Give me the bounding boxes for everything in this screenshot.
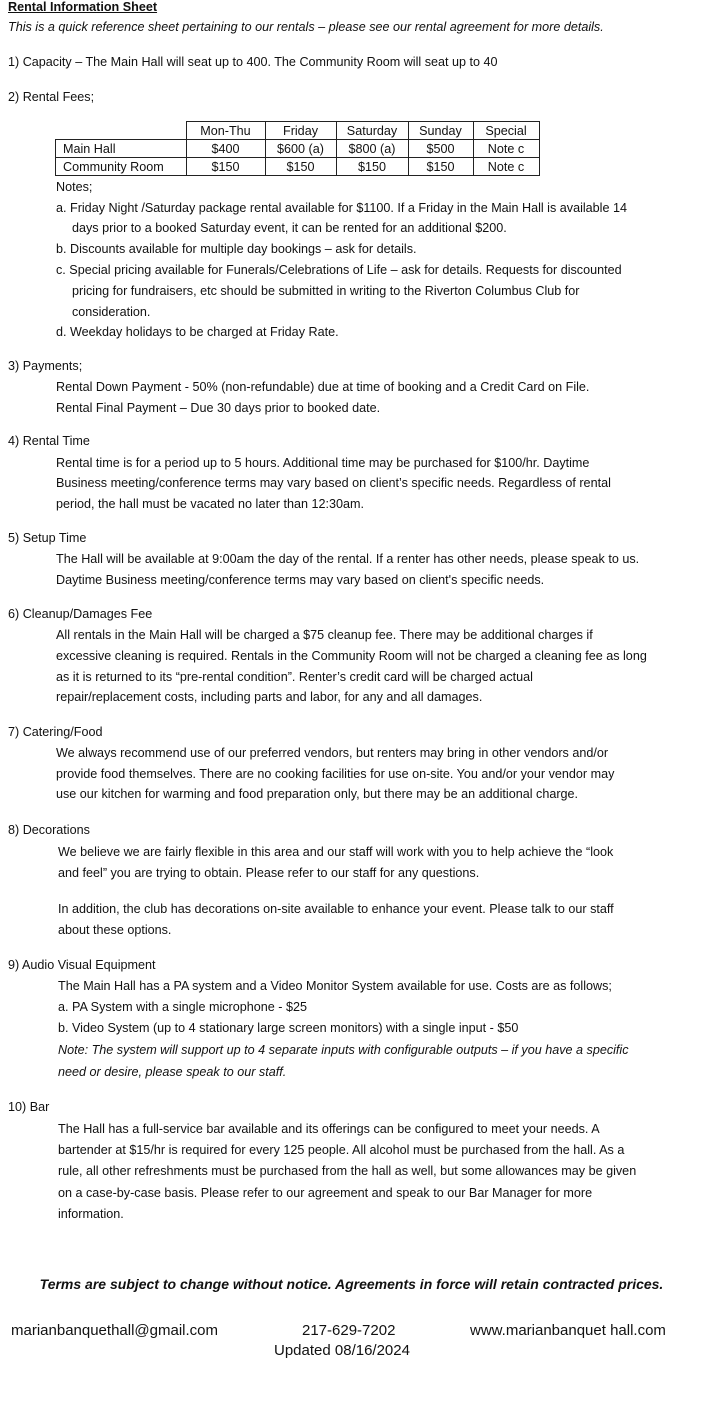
- decorations-line: and feel” you are trying to obtain. Please refer to our staff for any questions.: [58, 866, 480, 880]
- table-row: [56, 140, 540, 158]
- table-cell: Note c: [473, 158, 539, 176]
- fees-heading: 2) Rental Fees;: [8, 90, 95, 104]
- setup-time-line: Daytime Business meeting/conference terms may vary based on client's specific needs.: [56, 573, 545, 587]
- setup-time-line: The Hall will be available at 9:00am the day of the rental. If a renter has other needs, please speak to us.: [56, 552, 640, 566]
- table-cell: $600 (a): [265, 140, 336, 158]
- table-cell: Main Hall: [56, 140, 187, 158]
- av-line: b. Video System (up to 4 stationary large screen monitors) with a single input - $50: [58, 1021, 519, 1035]
- bar-line: rule, all other refreshments must be purchased from the hall as well, but some allowances may be given: [58, 1164, 637, 1178]
- table-cell: Community Room: [56, 158, 187, 176]
- note-d-line: d. Weekday holidays to be charged at Friday Rate.: [56, 325, 339, 339]
- note-a-line: days prior to a booked Saturday event, it can be rented for an additional $200.: [72, 221, 507, 235]
- payments-line: Rental Down Payment - 50% (non-refundable) due at time of booking and a Credit Card on File.: [56, 380, 590, 394]
- rental-time-line: Business meeting/conference terms may vary based on client’s specific needs. Regardless of rental: [56, 476, 611, 490]
- rental-time-line: Rental time is for a period up to 5 hours. Additional time may be purchased for $100/hr. Daytime: [56, 456, 590, 470]
- bar-heading: 10) Bar: [8, 1100, 50, 1114]
- av-line: a. PA System with a single microphone - $25: [58, 1000, 307, 1014]
- bar-line: bartender at $15/hr is required for every 125 people. All alcohol must be purchased from the hall. As a: [58, 1143, 625, 1157]
- cleanup-heading: 6) Cleanup/Damages Fee: [8, 607, 153, 621]
- table-header-cell: Friday: [265, 122, 336, 140]
- table-cell: $150: [336, 158, 408, 176]
- footer-updated: Updated 08/16/2024: [274, 1342, 410, 1359]
- intro-text: This is a quick reference sheet pertaining to our rentals – please see our rental agreement for more details.: [8, 20, 604, 34]
- table-cell: Note c: [473, 140, 539, 158]
- bar-line: on a case-by-case basis. Please refer to our agreement and speak to our Bar Manager for more: [58, 1186, 593, 1200]
- decorations-heading: 8) Decorations: [8, 823, 90, 837]
- rental-time-heading: 4) Rental Time: [8, 434, 90, 448]
- table-cell: $500: [408, 140, 473, 158]
- footer-email: marianbanquethall@gmail.com: [11, 1322, 218, 1339]
- footer-website: www.marianbanquet hall.com: [470, 1322, 666, 1339]
- table-cell: $150: [265, 158, 336, 176]
- av-heading: 9) Audio Visual Equipment: [8, 958, 156, 972]
- bar-line: information.: [58, 1207, 124, 1221]
- catering-line: provide food themselves. There are no cooking facilities for use on-site. You and/or your vendor may: [56, 767, 615, 781]
- decorations-line: In addition, the club has decorations on-site available to enhance your event. Please talk to our staff: [58, 902, 614, 916]
- notes-label: Notes;: [56, 180, 93, 194]
- terms-notice: Terms are subject to change without notice. Agreements in force will retain contracted prices.: [39, 1276, 664, 1292]
- table-header-cell: Mon-Thu: [186, 122, 265, 140]
- table-header-row: [56, 122, 540, 140]
- setup-time-heading: 5) Setup Time: [8, 531, 87, 545]
- capacity-section: 1) Capacity – The Main Hall will seat up to 400. The Community Room will seat up to 40: [8, 55, 498, 69]
- av-line: The Main Hall has a PA system and a Video Monitor System available for use. Costs are as follows;: [58, 979, 612, 993]
- cleanup-line: as it is returned to its “pre-rental condition”. Renter’s credit card will be charged actual: [56, 670, 533, 684]
- rental-time-line: period, the hall must be vacated no later than 12:30am.: [56, 497, 365, 511]
- catering-line: We always recommend use of our preferred vendors, but renters may bring in other vendors and/or: [56, 746, 609, 760]
- payments-line: Rental Final Payment – Due 30 days prior to booked date.: [56, 401, 381, 415]
- cleanup-line: repair/replacement costs, including parts and labor, for any and all damages.: [56, 690, 483, 704]
- note-c-line: pricing for fundraisers, etc should be submitted in writing to the Riverton Columbus Club for: [72, 284, 580, 298]
- rental-fees-table: [55, 121, 540, 176]
- cleanup-line: excessive cleaning is required. Rentals in the Community Room will not be charged a cleaning fee as long: [56, 649, 647, 663]
- note-a-line: a. Friday Night /Saturday package rental available for $1100. If a Friday in the Main Hall is available 14: [56, 201, 627, 215]
- decorations-line: about these options.: [58, 923, 172, 937]
- page-title: Rental Information Sheet: [8, 0, 158, 14]
- table-header-cell: Sunday: [408, 122, 473, 140]
- note-c-line: consideration.: [72, 305, 151, 319]
- note-c-line: c. Special pricing available for Funerals/Celebrations of Life – ask for details. Requests for discounted: [56, 263, 622, 277]
- table-cell: $150: [408, 158, 473, 176]
- decorations-line: We believe we are fairly flexible in this area and our staff will work with you to help achieve the “look: [58, 845, 614, 859]
- note-b-line: b. Discounts available for multiple day bookings – ask for details.: [56, 242, 417, 256]
- table-header-cell: [56, 122, 187, 140]
- table-header-cell: Saturday: [336, 122, 408, 140]
- cleanup-line: All rentals in the Main Hall will be charged a $75 cleanup fee. There may be additional charges if: [56, 628, 593, 642]
- payments-heading: 3) Payments;: [8, 359, 83, 373]
- catering-heading: 7) Catering/Food: [8, 725, 103, 739]
- table-header-cell: Special: [473, 122, 539, 140]
- table-cell: $400: [186, 140, 265, 158]
- table-row: [56, 158, 540, 176]
- av-note: need or desire, please speak to our staff.: [58, 1065, 287, 1079]
- table-cell: $150: [186, 158, 265, 176]
- table-cell: $800 (a): [336, 140, 408, 158]
- av-note: Note: The system will support up to 4 separate inputs with configurable outputs – if you have a specific: [58, 1043, 629, 1057]
- catering-line: use our kitchen for warming and food preparation only, but there may be an additional charge.: [56, 787, 579, 801]
- bar-line: The Hall has a full-service bar available and its offerings can be configured to meet your needs. A: [58, 1122, 600, 1136]
- footer-phone: 217-629-7202: [302, 1322, 396, 1339]
